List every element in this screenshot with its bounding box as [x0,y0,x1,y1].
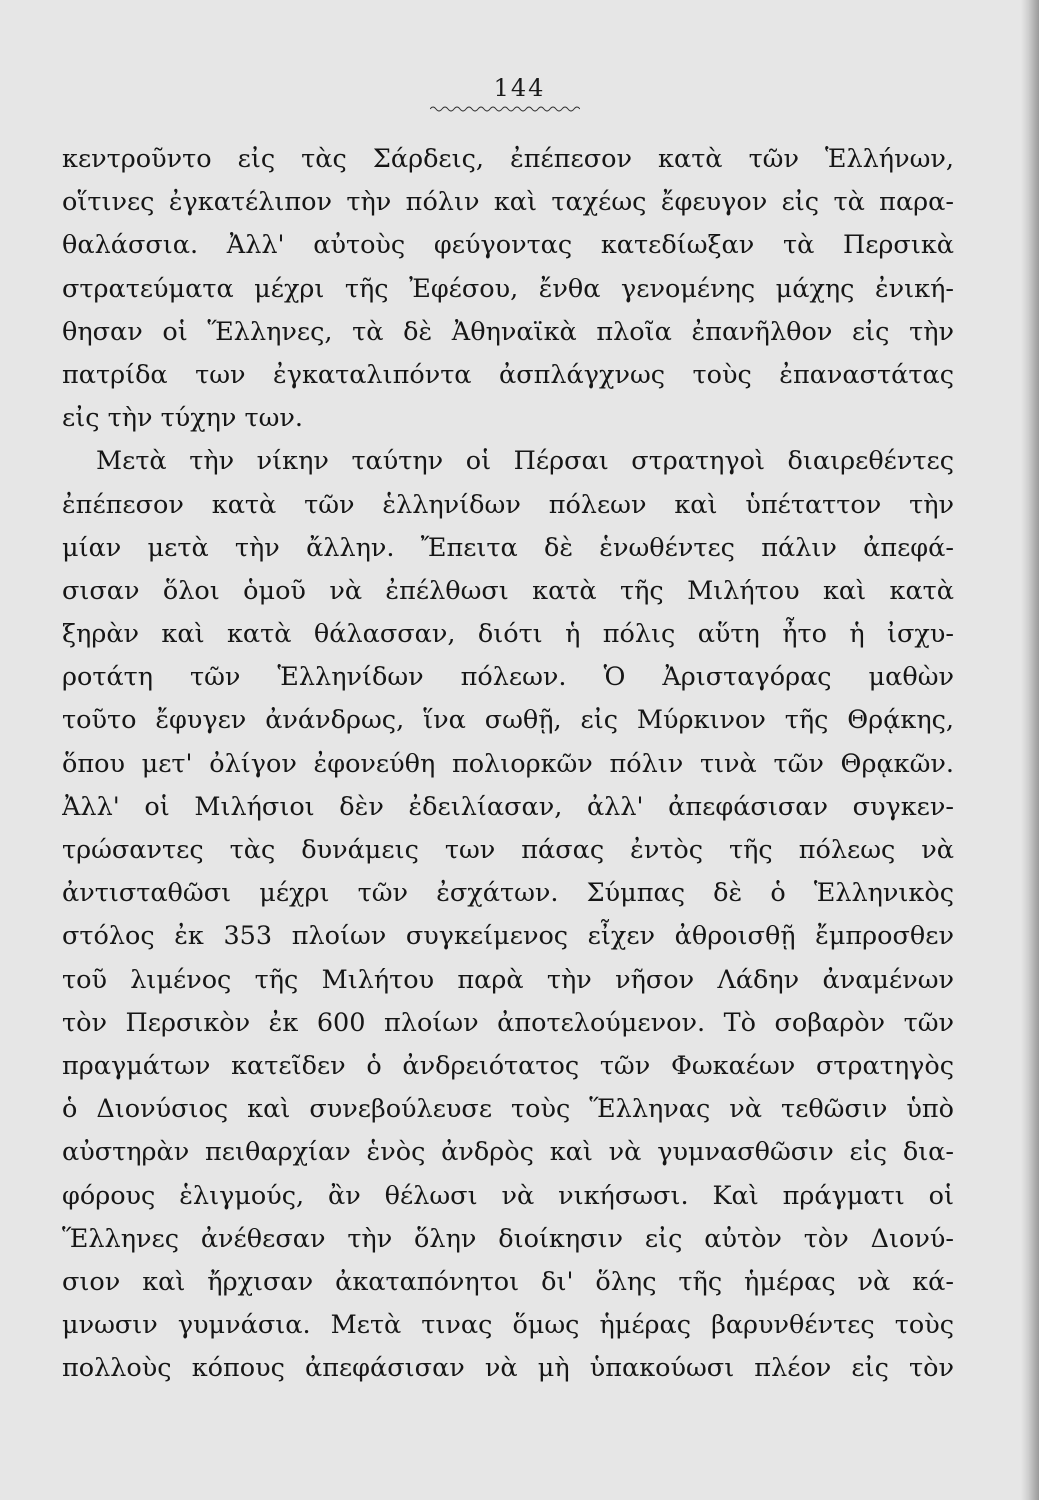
page-edge-shadow [1021,0,1039,1500]
text-line: αὐστηρὰν πειθαρχίαν ἑνὸς ἀνδρὸς καὶ νὰ γυμνασθῶσιν εἰς δια- [62,1137,954,1168]
paragraph [62,440,954,1390]
text-line: πατρίδα των ἐγκαταλιπόντα ἀσπλάγχνως τοὺς ἐπαναστάτας [62,359,954,390]
text-line: πραγμάτων κατεῖδεν ὁ ἀνδρειότατος τῶν Φωκαέων στρατηγὸς [62,1050,954,1081]
text-line: οἵτινες ἐγκατέλιπον τὴν πόλιν καὶ ταχέως ἔφευγον εἰς τὰ παρα- [62,187,954,218]
text-line: ὁ Διονύσιος καὶ συνεβούλευσε τοὺς Ἕλληνας νὰ τεθῶσιν ὑπὸ [62,1094,954,1125]
page-number: 144 [493,74,546,102]
text-line: ξηρὰν καὶ κατὰ θάλασσαν, διότι ἡ πόλις αὕτη ἦτο ἡ ἰσχυ- [62,619,954,650]
text-line: κεντροῦντο εἰς τὰς Σάρδεις, ἐπέπεσον κατὰ τῶν Ἑλλήνων, [62,144,954,174]
text-line: ἐπέπεσον κατὰ τῶν ἑλληνίδων πόλεων καὶ ὑπέταττον τὴν [62,489,954,520]
text-line: μνωσιν γυμνάσια. Μετὰ τινας ὅμως ἡμέρας βαρυνθέντες τοὺς [62,1310,954,1341]
text-line: Ἕλληνες ἀνέθεσαν τὴν ὅλην διοίκησιν εἰς αὐτὸν τὸν Διονύ- [62,1223,954,1254]
text-line: θησαν οἱ Ἕλληνες, τὰ δὲ Ἀθηναϊκὰ πλοῖα ἐπανῆλθον εἰς τὴν [62,316,954,347]
wavy-rule-ornament [430,104,580,114]
text-line: ἀντισταθῶσι μέχρι τῶν ἐσχάτων. Σύμπας δὲ ὁ Ἑλληνικὸς [62,878,954,909]
text-line: ὅπου μετ' ὀλίγον ἐφονεύθη πολιορκῶν πόλιν τινὰ τῶν Θρᾳκῶν. [62,748,954,779]
text-line: στόλος ἐκ 353 πλοίων συγκείμενος εἶχεν ἀθροισθῇ ἔμπροσθεν [62,921,954,952]
text-line: τὸν Περσικὸν ἐκ 600 πλοίων ἀποτελούμενον. Τὸ σοβαρὸν τῶν [62,1007,954,1038]
text-line: τοῦ λιμένος τῆς Μιλήτου παρὰ τὴν νῆσον Λάδην ἀναμένων [62,964,954,995]
text-line: τρώσαντες τὰς δυνάμεις των πάσας ἐντὸς τῆς πόλεως νὰ [62,835,954,865]
text-line: μίαν μετὰ τὴν ἄλλην. Ἔπειτα δὲ ἑνωθέντες πάλιν ἀπεφά- [62,532,954,563]
text-line: Μετὰ τὴν νίκην ταύτην οἱ Πέρσαι στρατηγοὶ διαιρεθέντες [96,446,954,477]
text-line: Ἀλλ' οἱ Μιλήσιοι δὲν ἐδειλίασαν, ἀλλ' ἀπεφάσισαν συγκεν- [62,791,954,822]
text-line: θαλάσσια. Ἀλλ' αὐτοὺς φεύγοντας κατεδίωξαν τὰ Περσικὰ [62,230,954,261]
text-line: τοῦτο ἔφυγεν ἀνάνδρως, ἵνα σωθῇ, εἰς Μύρκινον τῆς Θρᾴκης, [62,705,954,736]
text-line: σισαν ὅλοι ὁμοῦ νὰ ἐπέλθωσι κατὰ τῆς Μιλήτου καὶ κατὰ [62,575,954,606]
text-line: πολλοὺς κόπους ἀπεφάσισαν νὰ μὴ ὑπακούωσι πλέον εἰς τὸν [62,1353,954,1384]
body-text [62,138,954,1390]
text-line: στρατεύματα μέχρι τῆς Ἐφέσου, ἔνθα γενομένης μάχης ἐνική- [62,273,954,304]
text-line: φόρους ἑλιγμούς, ἂν θέλωσι νὰ νικήσωσι. Καὶ πράγματι οἱ [62,1180,954,1211]
text-line: εἰς τὴν τύχην των. [62,403,304,434]
text-line: σιον καὶ ἤρχισαν ἀκαταπόνητοι δι' ὅλης τῆς ἡμέρας νὰ κά- [62,1266,954,1297]
paragraph [62,138,954,440]
text-line: ροτάτη τῶν Ἑλληνίδων πόλεων. Ὁ Ἀρισταγόρας μαθὼν [62,662,954,693]
